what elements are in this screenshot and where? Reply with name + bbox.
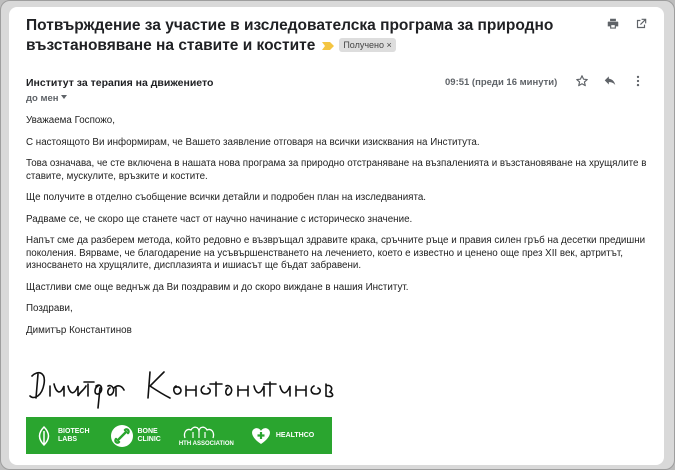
logo-line2: LABS bbox=[58, 435, 78, 443]
body-paragraph: Щастливи сме още веднъж да Ви поздравим и до скоро виждане в нашия Институт. bbox=[26, 281, 409, 293]
email-card bbox=[9, 7, 664, 465]
body-paragraph: Димитър Константинов bbox=[26, 324, 132, 336]
body-paragraph: Радваме се, че скоро ще станете част от научно начинание с историческо значение. bbox=[26, 213, 413, 225]
logo-line1: HEALTHCO bbox=[275, 431, 315, 439]
body-paragraph: Ще получите в отделно съобщение всички детайли и подробен план на изследванията. bbox=[26, 192, 427, 203]
logo-line2: HTH ASSOCIATION bbox=[178, 440, 234, 447]
bone-icon bbox=[110, 424, 134, 448]
hands-icon bbox=[179, 424, 219, 440]
body-paragraph: Това означава, че сте включена в нашата нова програма за природно отстраняване на възпаленията и възстановяване на хрущялите в ставите, мускулите, връзките и костите. bbox=[26, 158, 647, 182]
heart-cross-icon bbox=[250, 426, 272, 446]
remove-label-icon[interactable]: × bbox=[386, 40, 392, 50]
more-vertical-icon[interactable] bbox=[631, 74, 645, 88]
body-paragraph: Напът сме да разберем метода, който редовно е възвръщал здравите крака, сръчните ръце и правия силен гръб на десетки предишни поколения. Вярваме, че благодарение на усъвършенстването на лечението, което е известно и ценено още през XII век, артритът, износването на хрущялите, дисплазията и ишиасът ще бъдат забравени. bbox=[26, 235, 646, 271]
partner-logo-bar bbox=[26, 417, 332, 454]
importance-marker-icon[interactable] bbox=[321, 41, 335, 51]
reply-icon[interactable] bbox=[603, 74, 617, 88]
email-subject-text: Потвърждение за участие в изследователска програма за природно възстановяване на ставите и костите bbox=[26, 17, 554, 54]
leaf-icon bbox=[34, 425, 54, 447]
logo-line1: BONE bbox=[137, 427, 158, 435]
email-body bbox=[26, 115, 651, 346]
recipient-dropdown[interactable] bbox=[26, 93, 67, 104]
body-paragraph: С настоящото Ви информирам, че Вашето заявление отговаря на всички изисквания на Института. bbox=[26, 136, 480, 148]
thread-toolbar bbox=[606, 17, 648, 31]
inbox-label-badge[interactable] bbox=[339, 38, 395, 52]
logo-line2: CLINIC bbox=[137, 435, 161, 443]
partner-logo-biotech bbox=[34, 425, 90, 447]
message-actions bbox=[575, 74, 645, 88]
inbox-label-text: Получено bbox=[343, 40, 385, 50]
logo-line1: BIOTECH bbox=[58, 427, 90, 435]
email-subject bbox=[26, 16, 586, 56]
sender-name[interactable]: Институт за терапия на движението bbox=[26, 77, 214, 89]
body-paragraph: Уважаема Госпожо, bbox=[26, 115, 115, 126]
chevron-down-icon[interactable] bbox=[61, 95, 67, 99]
star-icon[interactable] bbox=[575, 74, 589, 88]
message-time: 09:51 (преди 16 минути) bbox=[445, 77, 558, 88]
partner-logo-healthco bbox=[250, 426, 314, 446]
partner-logo-hth bbox=[179, 424, 234, 448]
open-in-new-icon[interactable] bbox=[634, 17, 648, 31]
partner-logo-bone-clinic bbox=[110, 424, 161, 448]
body-paragraph: Поздрави, bbox=[26, 303, 73, 314]
print-icon[interactable] bbox=[606, 17, 620, 31]
recipient-text: до мен bbox=[26, 93, 59, 104]
handwritten-signature bbox=[24, 362, 344, 412]
